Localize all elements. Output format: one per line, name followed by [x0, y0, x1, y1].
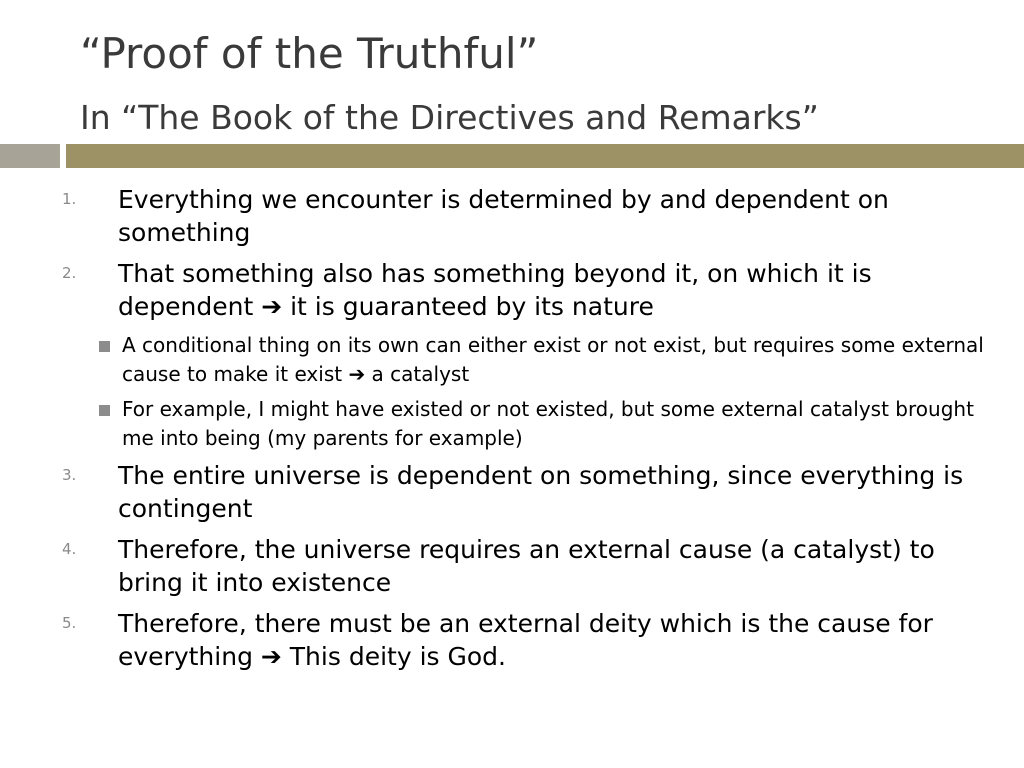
sub-bullet-text-continued: a catalyst	[365, 362, 470, 386]
list-item-2	[0, 257, 1024, 323]
list-item-text: That something also has something beyond it, on which it is dependent	[118, 259, 872, 321]
list-number: 3.	[62, 466, 77, 484]
list-item-text: The entire universe is dependent on something, since everything is contingent	[118, 461, 964, 523]
list-number: 4.	[62, 540, 77, 558]
sub-bullet-1	[0, 331, 1024, 389]
list-item-text-continued: This deity is God.	[281, 642, 506, 671]
right-arrow-icon: ➔	[260, 642, 282, 671]
list-item-text: Everything we encounter is determined by and dependent on something	[118, 185, 889, 247]
list-number: 2.	[62, 264, 77, 282]
list-item-1	[0, 183, 1024, 249]
square-bullet-icon	[99, 341, 110, 352]
right-arrow-icon: ➔	[348, 362, 366, 386]
slide-title: “Proof of the Truthful”	[80, 29, 539, 78]
list-number: 5.	[62, 614, 77, 632]
list-item-5	[0, 607, 1024, 673]
divider-bar-left	[0, 144, 60, 168]
right-arrow-icon: ➔	[261, 292, 283, 321]
sub-bullet-text: A conditional thing on its own can either exist or not exist, but requires some external cause to make it exist	[122, 333, 984, 386]
list-item-text: Therefore, there must be an external deity which is the cause for everything	[118, 609, 933, 671]
list-item-4	[0, 533, 1024, 599]
square-bullet-icon	[99, 405, 110, 416]
slide-body	[0, 183, 1024, 681]
list-number: 1.	[62, 190, 77, 208]
divider-bar-right	[66, 144, 1024, 168]
list-item-text: Therefore, the universe requires an external cause (a catalyst) to bring it into existence	[118, 535, 935, 597]
list-item-3	[0, 459, 1024, 525]
slide-subtitle: In “The Book of the Directives and Remarks”	[80, 98, 819, 137]
sub-bullet-text: For example, I might have existed or not existed, but some external catalyst brought me into being (my parents for example)	[122, 397, 974, 450]
sub-bullet-2	[0, 395, 1024, 453]
list-item-text-continued: it is guaranteed by its nature	[282, 292, 654, 321]
